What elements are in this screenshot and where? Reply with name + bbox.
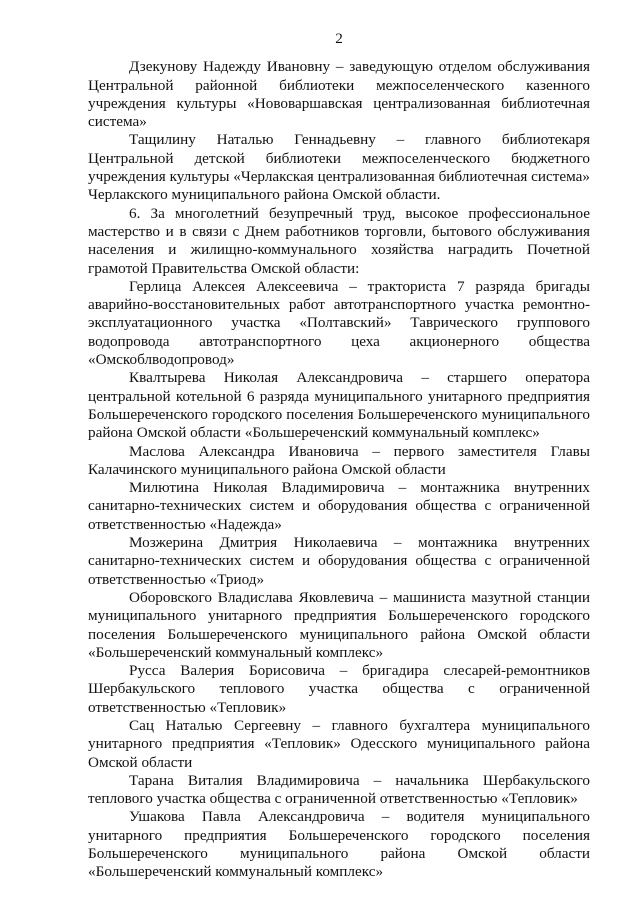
- paragraph-oborovskogo: Оборовского Владислава Яковлевича – машиниста мазутной станции муниципального унитарного предприятия Большереченского городского поселения Большереченского муниципального района Омской области «Большереченский коммунальный комплекс»: [88, 588, 590, 661]
- paragraph-dzekunova: Дзекунову Надежду Ивановну – заведующую отделом обслуживания Центральной районной библиотеки межпоселенческого казенного учреждения культуры «Нововаршавская централизованная библиотечная система»: [88, 58, 590, 131]
- paragraph-maslova: Маслова Александра Ивановича – первого заместителя Главы Калачинского муниципального района Омской области: [88, 442, 590, 478]
- paragraph-tashchilina: Тащилину Наталью Геннадьевну – главного библиотекаря Центральной детской библиотеки межпоселенческого бюджетного учреждения культуры «Черлакская централизованная библиотечная система» Черлакского муниципального района Омской области.: [88, 131, 590, 204]
- paragraph-mozzherina: Мозжерина Дмитрия Николаевича – монтажника внутренних санитарно-технических систем и оборудования общества с ограниченной ответственностью «Триод»: [88, 534, 590, 588]
- paragraph-section-6: 6. За многолетний безупречный труд, высокое профессиональное мастерство и в связи с Днем работников торговли, бытового обслуживания населения и жилищно-коммунального хозяйства наградить Почетной грамотой Правительства Омской области:: [88, 204, 590, 277]
- paragraph-sats: Сац Наталью Сергеевну – главного бухгалтера муниципального унитарного предприятия «Тепловик» Одесского муниципального района Омской области: [88, 716, 590, 771]
- paragraph-gerlitsa: Герлица Алексея Алексеевича – тракториста 7 разряда бригады аварийно-восстановительных работ автотранспортного участка ремонтно-эксплуатационного участка «Полтавский» Таврического группового водопровода автотранспортного цеха акционерного общества «Омскоблводопровод»: [88, 277, 590, 369]
- page-number: 2: [335, 30, 343, 47]
- paragraph-ushakova: Ушакова Павла Александровича – водителя муниципального унитарного предприятия Большереченского городского поселения Большереченского муниципального района Омской области «Большереченский коммунальный комплекс»: [88, 808, 590, 881]
- paragraph-kvaltyreva: Квалтырева Николая Александровича – старшего оператора центральной котельной 6 разряда муниципального унитарного предприятия Большереченского городского поселения Большереченского муниципального района Омской области «Большереченский коммунальный комплекс»: [88, 369, 590, 442]
- paragraph-milyutina: Милютина Николая Владимировича – монтажника внутренних санитарно-технических систем и оборудования общества с ограниченной ответственностью «Надежда»: [88, 479, 590, 533]
- paragraph-tarana: Тарана Виталия Владимировича – начальника Шербакульского теплового участка общества с ограниченной ответственностью «Тепловик»: [88, 771, 590, 808]
- document-page: [88, 30, 590, 882]
- paragraph-russa: Русса Валерия Борисовича – бригадира слесарей-ремонтников Шербакульского теплового участка общества с ограниченной ответственностью «Тепловик»: [88, 662, 590, 716]
